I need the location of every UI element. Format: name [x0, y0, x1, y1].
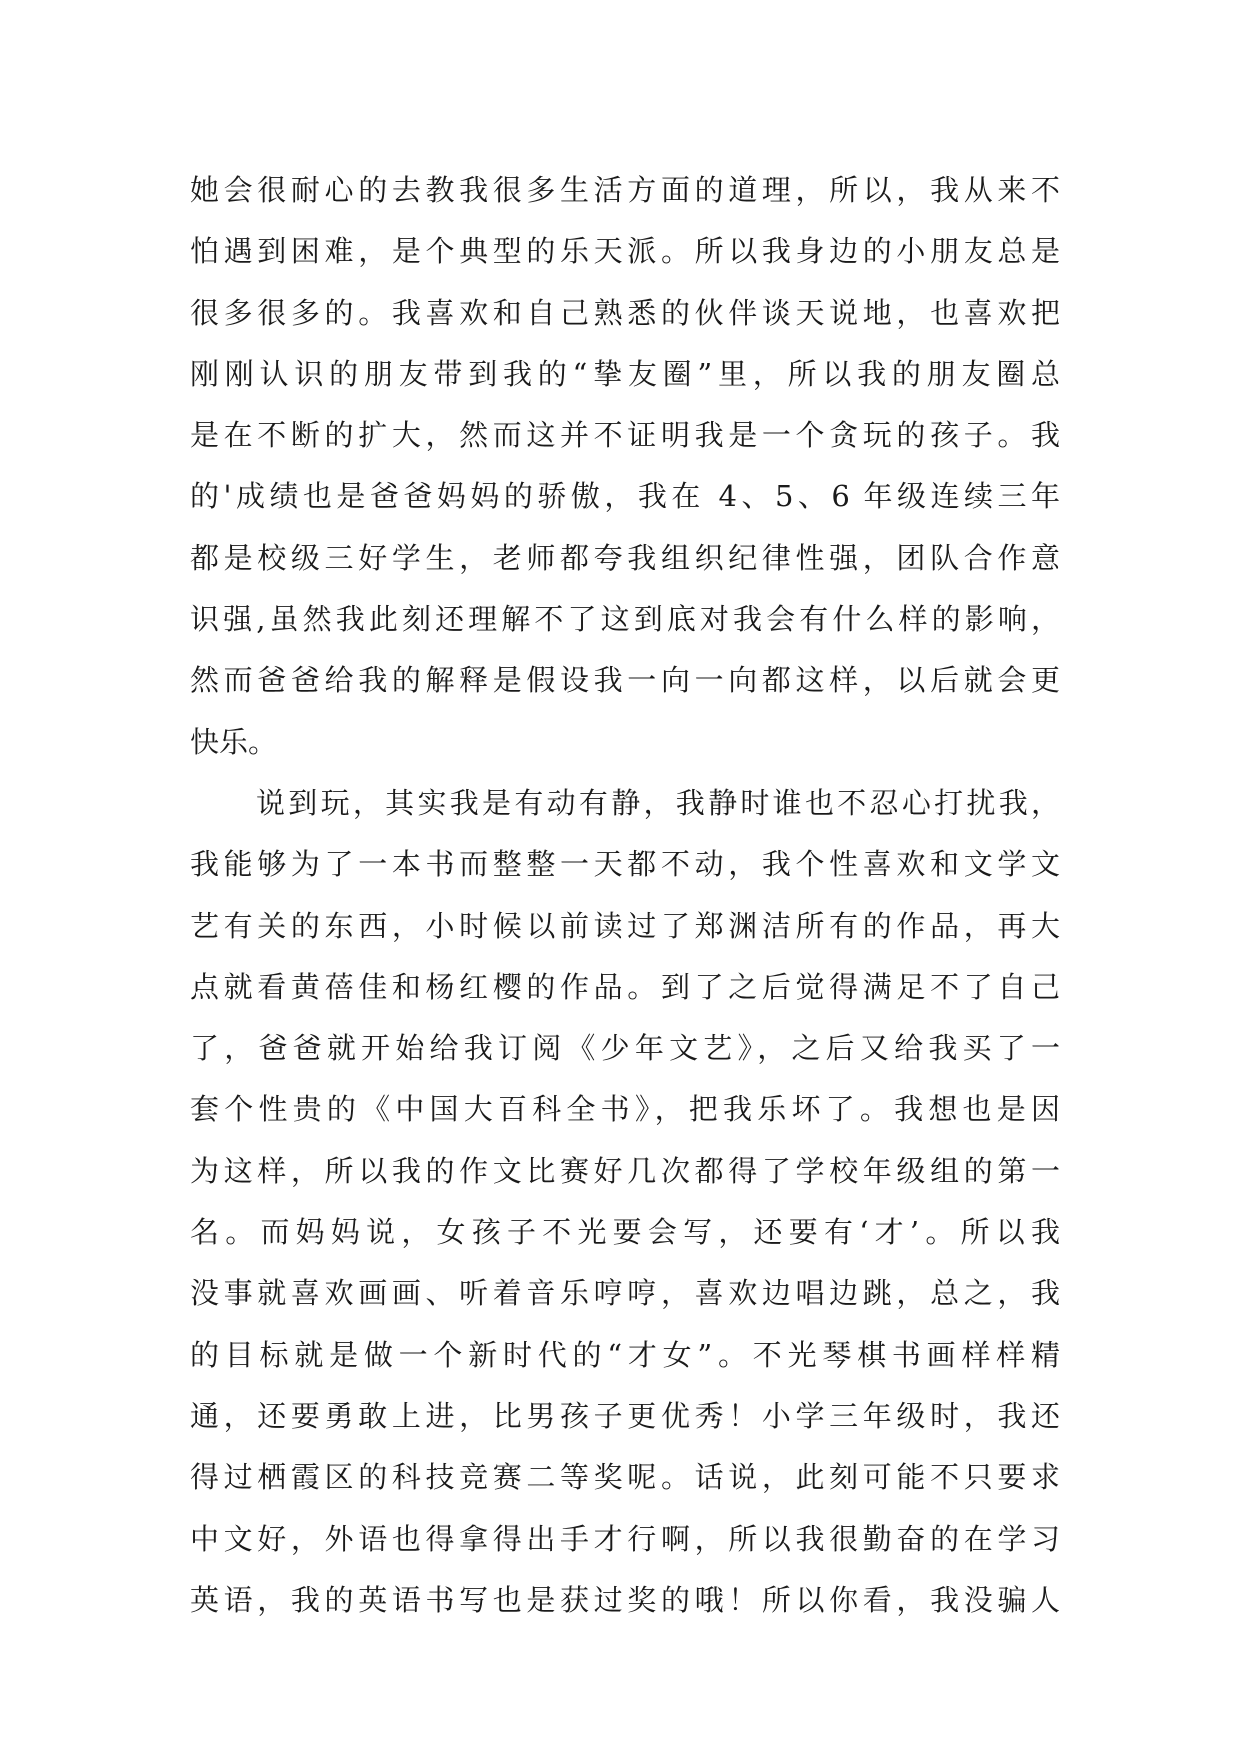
- text-line: 刚刚认识的朋友带到我的“挚友圈”里，所以我的朋友圈总: [190, 356, 1060, 391]
- text-line: 的'成绩也是爸爸妈妈的骄傲，我在 4、5、6 年级连续三年: [190, 479, 1060, 514]
- body-text: [190, 160, 1060, 1631]
- text-line: 通，还要勇敢上进，比男孩子更优秀！小学三年级时，我还: [190, 1398, 1060, 1433]
- text-line: 为这样，所以我的作文比赛好几次都得了学校年级组的第一: [190, 1153, 1060, 1188]
- text-line: 得过栖霞区的科技竞赛二等奖呢。话说，此刻可能不只要求: [190, 1460, 1060, 1495]
- text-line: 识强,虽然我此刻还理解不了这到底对我会有什么样的影响，: [190, 602, 1060, 637]
- text-line: 很多很多的。我喜欢和自己熟悉的伙伴谈天说地，也喜欢把: [190, 295, 1060, 330]
- text-line: 套个性贵的《中国大百科全书》，把我乐坏了。我想也是因: [190, 1092, 1060, 1127]
- text-line: 是在不断的扩大，然而这并不证明我是一个贪玩的孩子。我: [190, 418, 1060, 453]
- text-line: 中文好，外语也得拿得出手才行啊，所以我很勤奋的在学习: [190, 1521, 1060, 1556]
- text-line: 英语，我的英语书写也是获过奖的哦！所以你看，我没骗人: [190, 1582, 1060, 1617]
- text-line: 她会很耐心的去教我很多生活方面的道理，所以，我从来不: [190, 173, 1060, 207]
- text-line: 我能够为了一本书而整整一天都不动，我个性喜欢和文学文: [190, 847, 1060, 882]
- text-line: 怕遇到困难，是个典型的乐天派。所以我身边的小朋友总是: [190, 234, 1060, 269]
- text-line: 名。而妈妈说，女孩子不光要会写，还要有‘才’。所以我: [190, 1215, 1060, 1250]
- text-line: 快乐。: [190, 724, 278, 759]
- text-line: 了，爸爸就开始给我订阅《少年文艺》，之后又给我买了一: [190, 1031, 1060, 1066]
- text-line: 艺有关的东西，小时候以前读过了郑渊洁所有的作品，再大: [190, 908, 1060, 943]
- text-line: 的目标就是做一个新时代的“才女”。不光琴棋书画样样精: [190, 1337, 1060, 1372]
- text-line: 然而爸爸给我的解释是假设我一向一向都这样，以后就会更: [190, 663, 1060, 698]
- text-line: 都是校级三好学生，老师都夸我组织纪律性强，团队合作意: [190, 540, 1060, 575]
- paragraph-first-line: 说到玩，其实我是有动有静，我静时谁也不忍心打扰我，: [256, 785, 1060, 820]
- text-line: 没事就喜欢画画、听着音乐哼哼，喜欢边唱边跳，总之，我: [190, 1276, 1060, 1311]
- text-line: 点就看黄蓓佳和杨红樱的作品。到了之后觉得满足不了自己: [190, 969, 1060, 1004]
